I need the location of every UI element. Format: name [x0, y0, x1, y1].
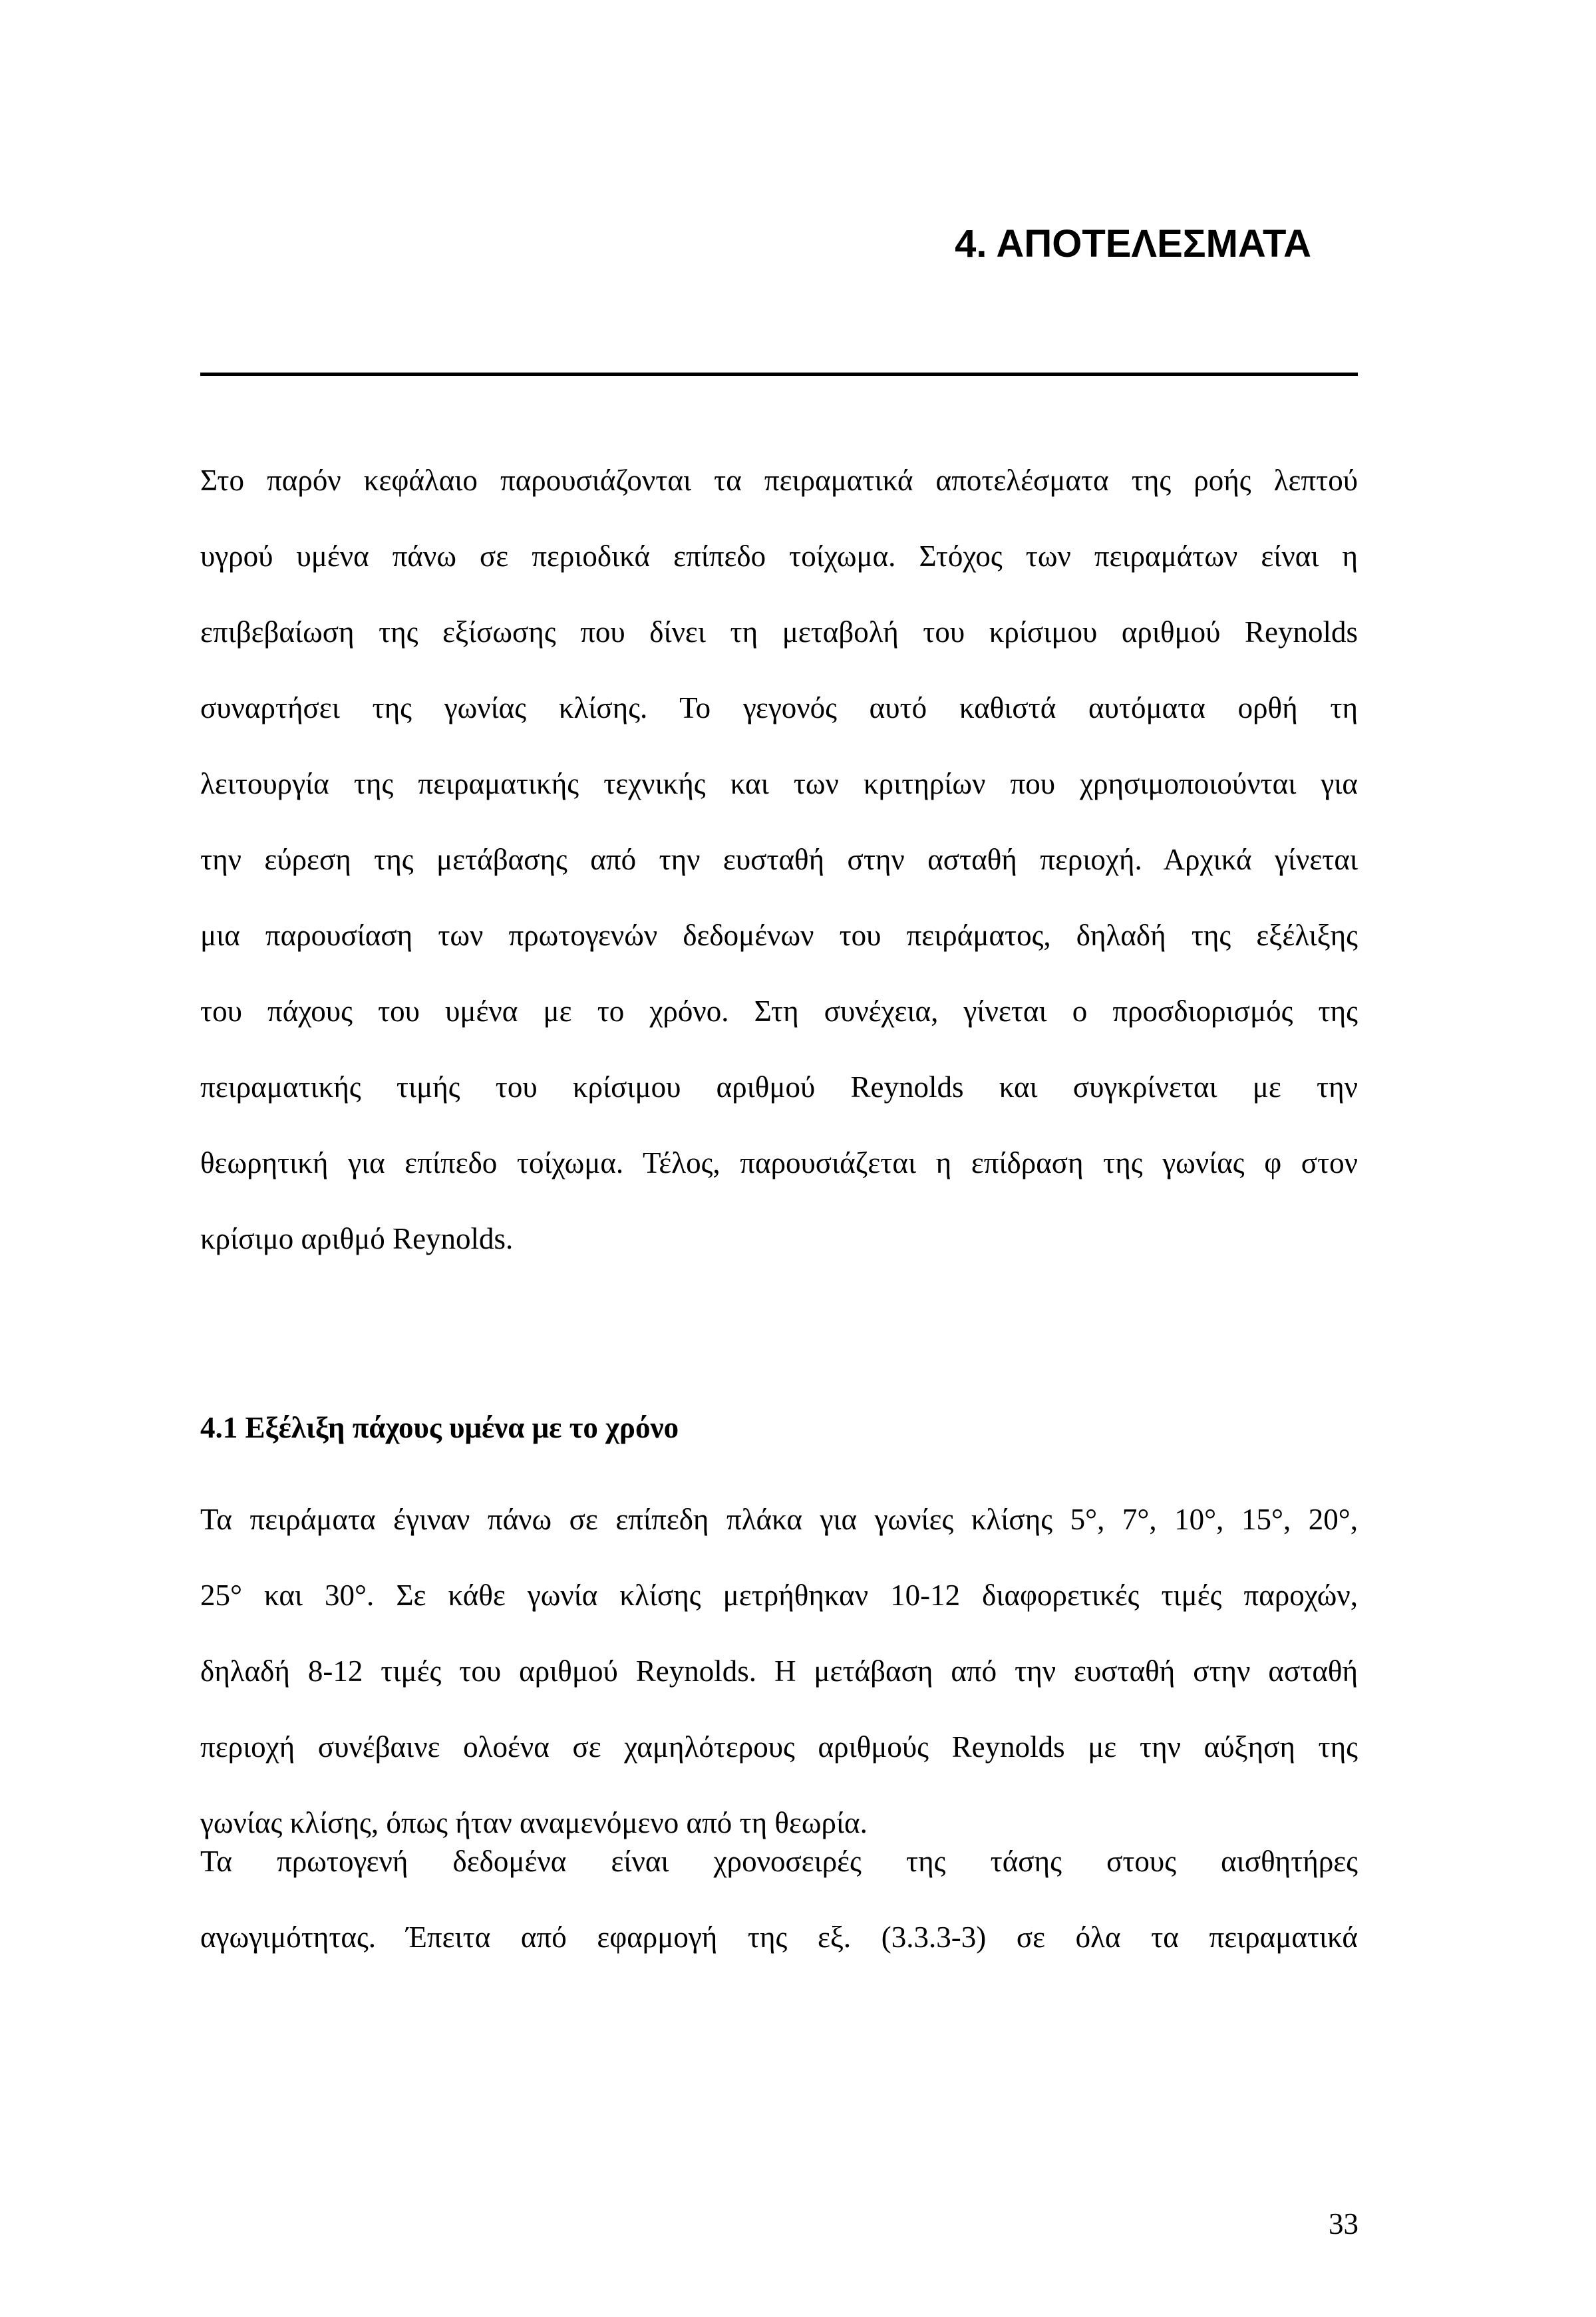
- paragraph-line: κρίσιμο αριθμό Reynolds.: [200, 1222, 514, 1255]
- paragraph-line: περιοχή συνέβαινε ολοένα σε χαμηλότερους αριθμούς Reynolds με την αύξηση της: [200, 1730, 1358, 1764]
- intro-paragraph: [200, 442, 1358, 1277]
- chapter-title: 4. ΑΠΟΤΕΛΕΣΜΑΤΑ: [955, 222, 1311, 265]
- experiments-paragraph: [200, 1481, 1358, 1861]
- paragraph-line: Τα πειράματα έγιναν πάνω σε επίπεδη πλάκα για γωνίες κλίσης 5°, 7°, 10°, 15°, 20°,: [200, 1503, 1358, 1536]
- paragraph-line: Τα πρωτογενή δεδομένα είναι χρονοσειρές της τάσης στους αισθητήρες: [200, 1845, 1358, 1878]
- paragraph-line: την εύρεση της μετάβασης από την ευσταθή στην ασταθή περιοχή. Αρχικά γίνεται: [200, 843, 1358, 876]
- page-number: 33: [1329, 2207, 1358, 2240]
- paragraph-line: συναρτήσει της γωνίας κλίσης. Το γεγονός αυτό καθιστά αυτόματα ορθή τη: [200, 691, 1358, 724]
- paragraph-line: λειτουργία της πειραματικής τεχνικής και των κριτηρίων που χρησιμοποιούνται για: [200, 767, 1358, 800]
- paragraph-line: αγωγιμότητας. Έπειτα από εφαρμογή της εξ. (3.3.3-3) σε όλα τα πειραματικά: [200, 1921, 1358, 1954]
- paragraph-line: μια παρουσίαση των πρωτογενών δεδομένων του πειράματος, δηλαδή της εξέλιξης: [200, 919, 1358, 952]
- paragraph-line: του πάχους του υμένα με το χρόνο. Στη συνέχεια, γίνεται ο προσδιορισμός της: [200, 995, 1358, 1028]
- paragraph-line: 25° και 30°. Σε κάθε γωνία κλίσης μετρήθηκαν 10-12 διαφορετικές τιμές παροχών,: [200, 1579, 1358, 1612]
- paragraph-line: θεωρητική για επίπεδο τοίχωμα. Τέλος, παρουσιάζεται η επίδραση της γωνίας φ στον: [200, 1146, 1358, 1179]
- paragraph-line: γωνίας κλίσης, όπως ήταν αναμενόμενο από τη θεωρία.: [200, 1806, 868, 1839]
- title-divider: [200, 373, 1358, 376]
- paragraph-line: δηλαδή 8-12 τιμές του αριθμού Reynolds. Η μετάβαση από την ευσταθή στην ασταθή: [200, 1654, 1358, 1688]
- paragraph-line: πειραματικής τιμής του κρίσιμου αριθμού Reynolds και συγκρίνεται με την: [200, 1070, 1358, 1104]
- section-heading: 4.1 Εξέλιξη πάχους υμένα με το χρόνο: [200, 1411, 679, 1444]
- paragraph-line: Στο παρόν κεφάλαιο παρουσιάζονται τα πειραματικά αποτελέσματα της ροής λεπτού: [200, 464, 1358, 497]
- raw-data-paragraph: [200, 1823, 1358, 1975]
- paragraph-line: υγρού υμένα πάνω σε περιοδικά επίπεδο τοίχωμα. Στόχος των πειραμάτων είναι η: [200, 540, 1358, 573]
- paragraph-line: επιβεβαίωση της εξίσωσης που δίνει τη μεταβολή του κρίσιμου αριθμού Reynolds: [200, 615, 1358, 649]
